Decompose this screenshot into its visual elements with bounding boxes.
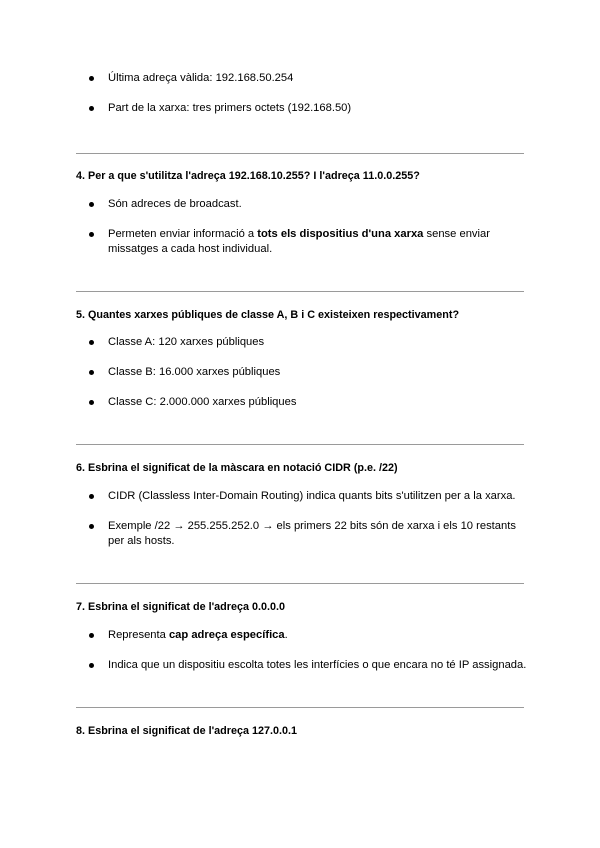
list-item: Classe B: 16.000 xarxes públiques <box>0 365 528 380</box>
emphasis: cap adreça específica <box>168 629 285 641</box>
divider <box>76 153 524 154</box>
bullet-icon <box>89 202 94 207</box>
question-8-title: 8. Esbrina el significat de l'adreça 127.0.0.1 <box>76 725 298 737</box>
list-item: Classe A: 120 xarxes públiques <box>0 335 528 350</box>
divider <box>76 583 524 584</box>
bullet-icon <box>89 663 94 668</box>
emphasis: tots els dispositius d'una xarxa <box>257 228 424 240</box>
list-item: Indica que un dispositiu escolta totes les interfícies o que encara no té IP assignada. <box>0 658 548 673</box>
list-item: Exemple /22 → 255.255.252.0 → els primers 22 bits són de xarxa i els 10 restants per als hosts. <box>0 519 528 549</box>
list-item: Representa cap adreça específica. <box>0 628 528 643</box>
question-4-title: 4. Per a que s'utilitza l'adreça 192.168.10.255? I l'adreça 11.0.0.255? <box>76 170 420 182</box>
list-item: Permeten enviar informació a tots els dispositius d'una xarxa sense enviar missatges a cada host individual. <box>0 227 528 257</box>
bullet-icon <box>89 340 94 345</box>
list-item: Classe C: 2.000.000 xarxes públiques <box>0 395 528 410</box>
question-6-bullets <box>0 489 528 564</box>
section-3-bullets <box>0 71 528 131</box>
divider <box>76 444 524 445</box>
list-item: Part de la xarxa: tres primers octets (192.168.50) <box>0 101 528 116</box>
question-7-bullets <box>0 628 548 688</box>
bullet-icon <box>89 494 94 499</box>
bullet-icon <box>89 400 94 405</box>
bullet-icon <box>89 633 94 638</box>
list-item: Són adreces de broadcast. <box>0 197 528 212</box>
list-item: Última adreça vàlida: 192.168.50.254 <box>0 71 528 86</box>
bullet-icon <box>89 232 94 237</box>
divider <box>76 707 524 708</box>
question-5-title: 5. Quantes xarxes públiques de classe A, B i C existeixen respectivament? <box>76 309 460 321</box>
question-5-bullets <box>0 335 528 425</box>
bullet-icon <box>89 76 94 81</box>
question-6-title: 6. Esbrina el significat de la màscara en notació CIDR (p.e. /22) <box>76 462 398 474</box>
question-7-title: 7. Esbrina el significat de l'adreça 0.0.0.0 <box>76 601 286 613</box>
divider <box>76 291 524 292</box>
question-4-bullets <box>0 197 528 272</box>
bullet-icon <box>89 106 94 111</box>
bullet-icon <box>89 524 94 529</box>
bullet-icon <box>89 370 94 375</box>
list-item: CIDR (Classless Inter-Domain Routing) indica quants bits s'utilitzen per a la xarxa. <box>0 489 528 504</box>
